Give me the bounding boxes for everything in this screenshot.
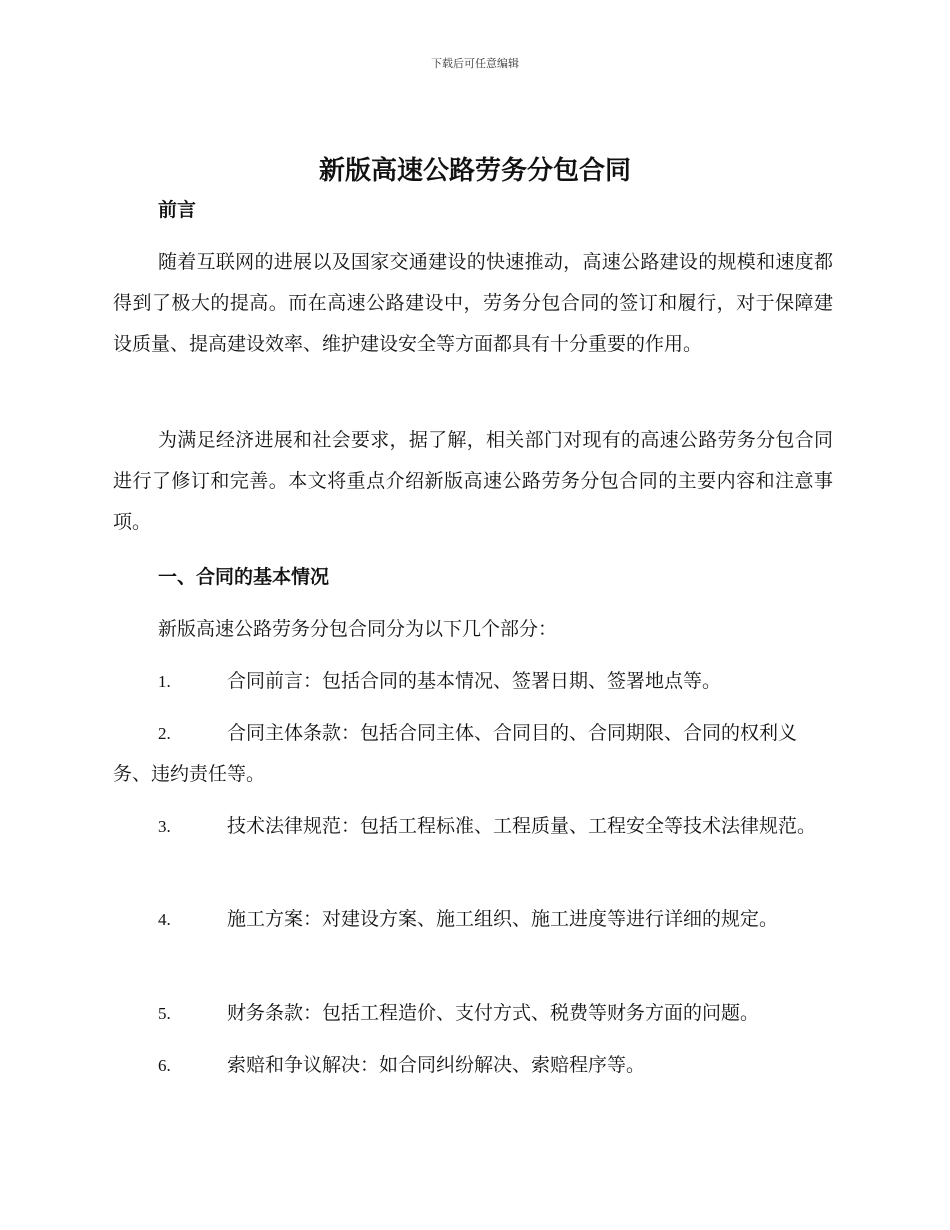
list-item-text: 技术法律规范：包括工程标准、工程质量、工程安全等技术法律规范。 xyxy=(227,815,817,837)
section-basic-heading: 一、合同的基本情况 xyxy=(158,566,330,588)
preface-body-2 xyxy=(113,420,833,543)
list-item xyxy=(113,1045,833,1086)
list-item-number: 6. xyxy=(158,1056,171,1075)
section-basic-intro: 新版高速公路劳务分包合同分为以下几个部分： xyxy=(158,618,558,640)
preface-heading: 前言 xyxy=(158,199,197,221)
document-title: 新版高速公路劳务分包合同 xyxy=(318,156,631,186)
page-header-note: 下载后可任意编辑 xyxy=(431,57,519,70)
list-item-text: 财务条款：包括工程造价、支付方式、税费等财务方面的问题。 xyxy=(227,1002,760,1024)
list-item-text: 施工方案：对建设方案、施工组织、施工进度等进行详细的规定。 xyxy=(227,908,779,930)
list-item-number: 3. xyxy=(158,817,171,836)
list-item-number: 1. xyxy=(158,672,171,691)
list-item-text: 索赔和争议解决：如合同纠纷解决、索赔程序等。 xyxy=(227,1054,646,1076)
list-item xyxy=(113,661,833,702)
list-item xyxy=(113,899,833,940)
list-item-number: 5. xyxy=(158,1004,171,1023)
preface-paragraph-1: 随着互联网的进展以及国家交通建设的快速推动，高速公路建设的规模和速度都得到了极大的提高。而在高速公路建设中，劳务分包合同的签订和履行，对于保障建设质量、提高建设效率、维护建设安全等方面都具有十分重要的作用。 xyxy=(113,251,833,355)
list-item xyxy=(113,993,833,1034)
preface-paragraph-2: 为满足经济进展和社会要求，据了解，相关部门对现有的高速公路劳务分包合同进行了修订和完善。本文将重点介绍新版高速公路劳务分包合同的主要内容和注意事项。 xyxy=(113,429,833,533)
list-item-number: 2. xyxy=(158,724,171,743)
list-item xyxy=(113,713,833,795)
list-item xyxy=(113,806,833,847)
section-basic-intro-block xyxy=(113,609,833,650)
list-item-number: 4. xyxy=(158,910,171,929)
preface-body xyxy=(113,242,833,365)
list-item-text: 合同主体条款：包括合同主体、合同目的、合同期限、合同的权利义务、违约责任等。 xyxy=(113,722,798,785)
list-item-text: 合同前言：包括合同的基本情况、签署日期、签署地点等。 xyxy=(227,670,722,692)
